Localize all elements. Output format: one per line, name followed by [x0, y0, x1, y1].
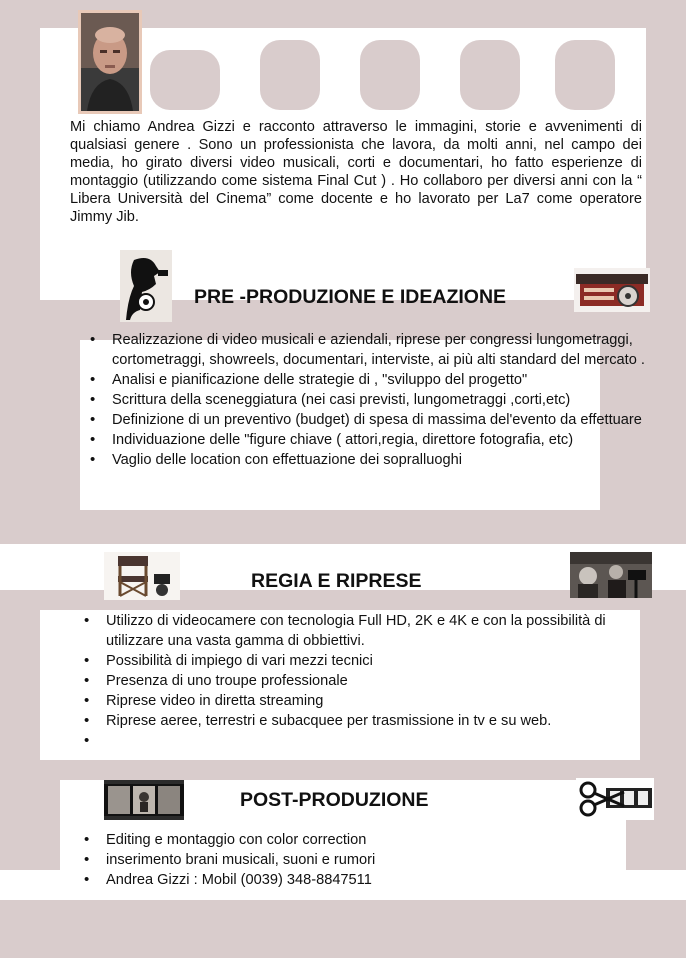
list-item: • Presenza di uno troupe professionale: [84, 671, 644, 691]
portrait-image: [81, 13, 139, 111]
scissors-icon: [576, 778, 654, 820]
list-item: • Utilizzo di videocamere con tecnologia Full HD, 2K e 4K e con la possibilità di utilizzare una vasta gamma di obbiettivi.: [84, 611, 644, 651]
film-strip-icon: [104, 780, 184, 820]
list-item: • Individuazione delle "figure chiave ( attori,regia, direttore fotografia, etc): [90, 430, 645, 450]
list-item: • Definizione di un preventivo (budget) di spesa di massima del'evento da effettuare: [90, 410, 645, 430]
film-crew-icon: [570, 552, 652, 598]
typewriter-icon: [574, 268, 650, 312]
director-chair-icon: [104, 552, 180, 600]
list-item: • inserimento brani musicali, suoni e rumori: [84, 850, 624, 870]
list-item: • Editing e montaggio con color correction: [84, 830, 624, 850]
list-item: • Possibilità di impiego di vari mezzi tecnici: [84, 651, 644, 671]
list-item: • Riprese video in diretta streaming: [84, 691, 644, 711]
bio-paragraph: Mi chiamo Andrea Gizzi e racconto attraverso le immagini, storie e avvenimenti di qualsiasi genere . Sono un professionista che lavora, da molti anni, nel campo dei media, ho girato diversi video musicali, corti e documentari, ho fatto esperienze di montaggio (utilizzando come sistema Final Cut ) . Ho collaboro per diversi anni con la “ Libera Università del Cinema” come docente e ho lavorato per La7 come operatore Jimmy Jib.: [70, 119, 642, 225]
list-item: • Andrea Gizzi : Mobil (0039) 348-8847511: [84, 870, 624, 890]
list-item: • Riprese aeree, terrestri e subacquee per trasmissione in tv e su web.: [84, 711, 644, 731]
list-item: • Analisi e pianificazione delle strategie di , "sviluppo del progetto": [90, 370, 645, 390]
section-title-preproduzione: PRE -PRODUZIONE E IDEAZIONE: [194, 286, 507, 308]
portrait-photo: [78, 10, 142, 114]
section-title-regia: REGIA E RIPRESE: [251, 570, 422, 592]
list-item: • Vaglio delle location con effettuazione dei sopralluoghi: [90, 450, 645, 470]
list-item: • Scrittura della sceneggiatura (nei casi previsti, lungometraggi ,corti,etc): [90, 390, 645, 410]
preproduzione-list: [90, 330, 645, 470]
list-item: • Realizzazione di video musicali e aziendali, riprese per congressi lungometraggi, cortometraggi, showreels, documentari, interviste, ai più alti standard del mercato .: [90, 330, 645, 370]
regia-list: [84, 611, 644, 731]
postproduzione-list: [84, 830, 624, 890]
profile-silhouette-icon: [120, 250, 172, 322]
section-title-postproduzione: POST-PRODUZIONE: [240, 789, 429, 811]
